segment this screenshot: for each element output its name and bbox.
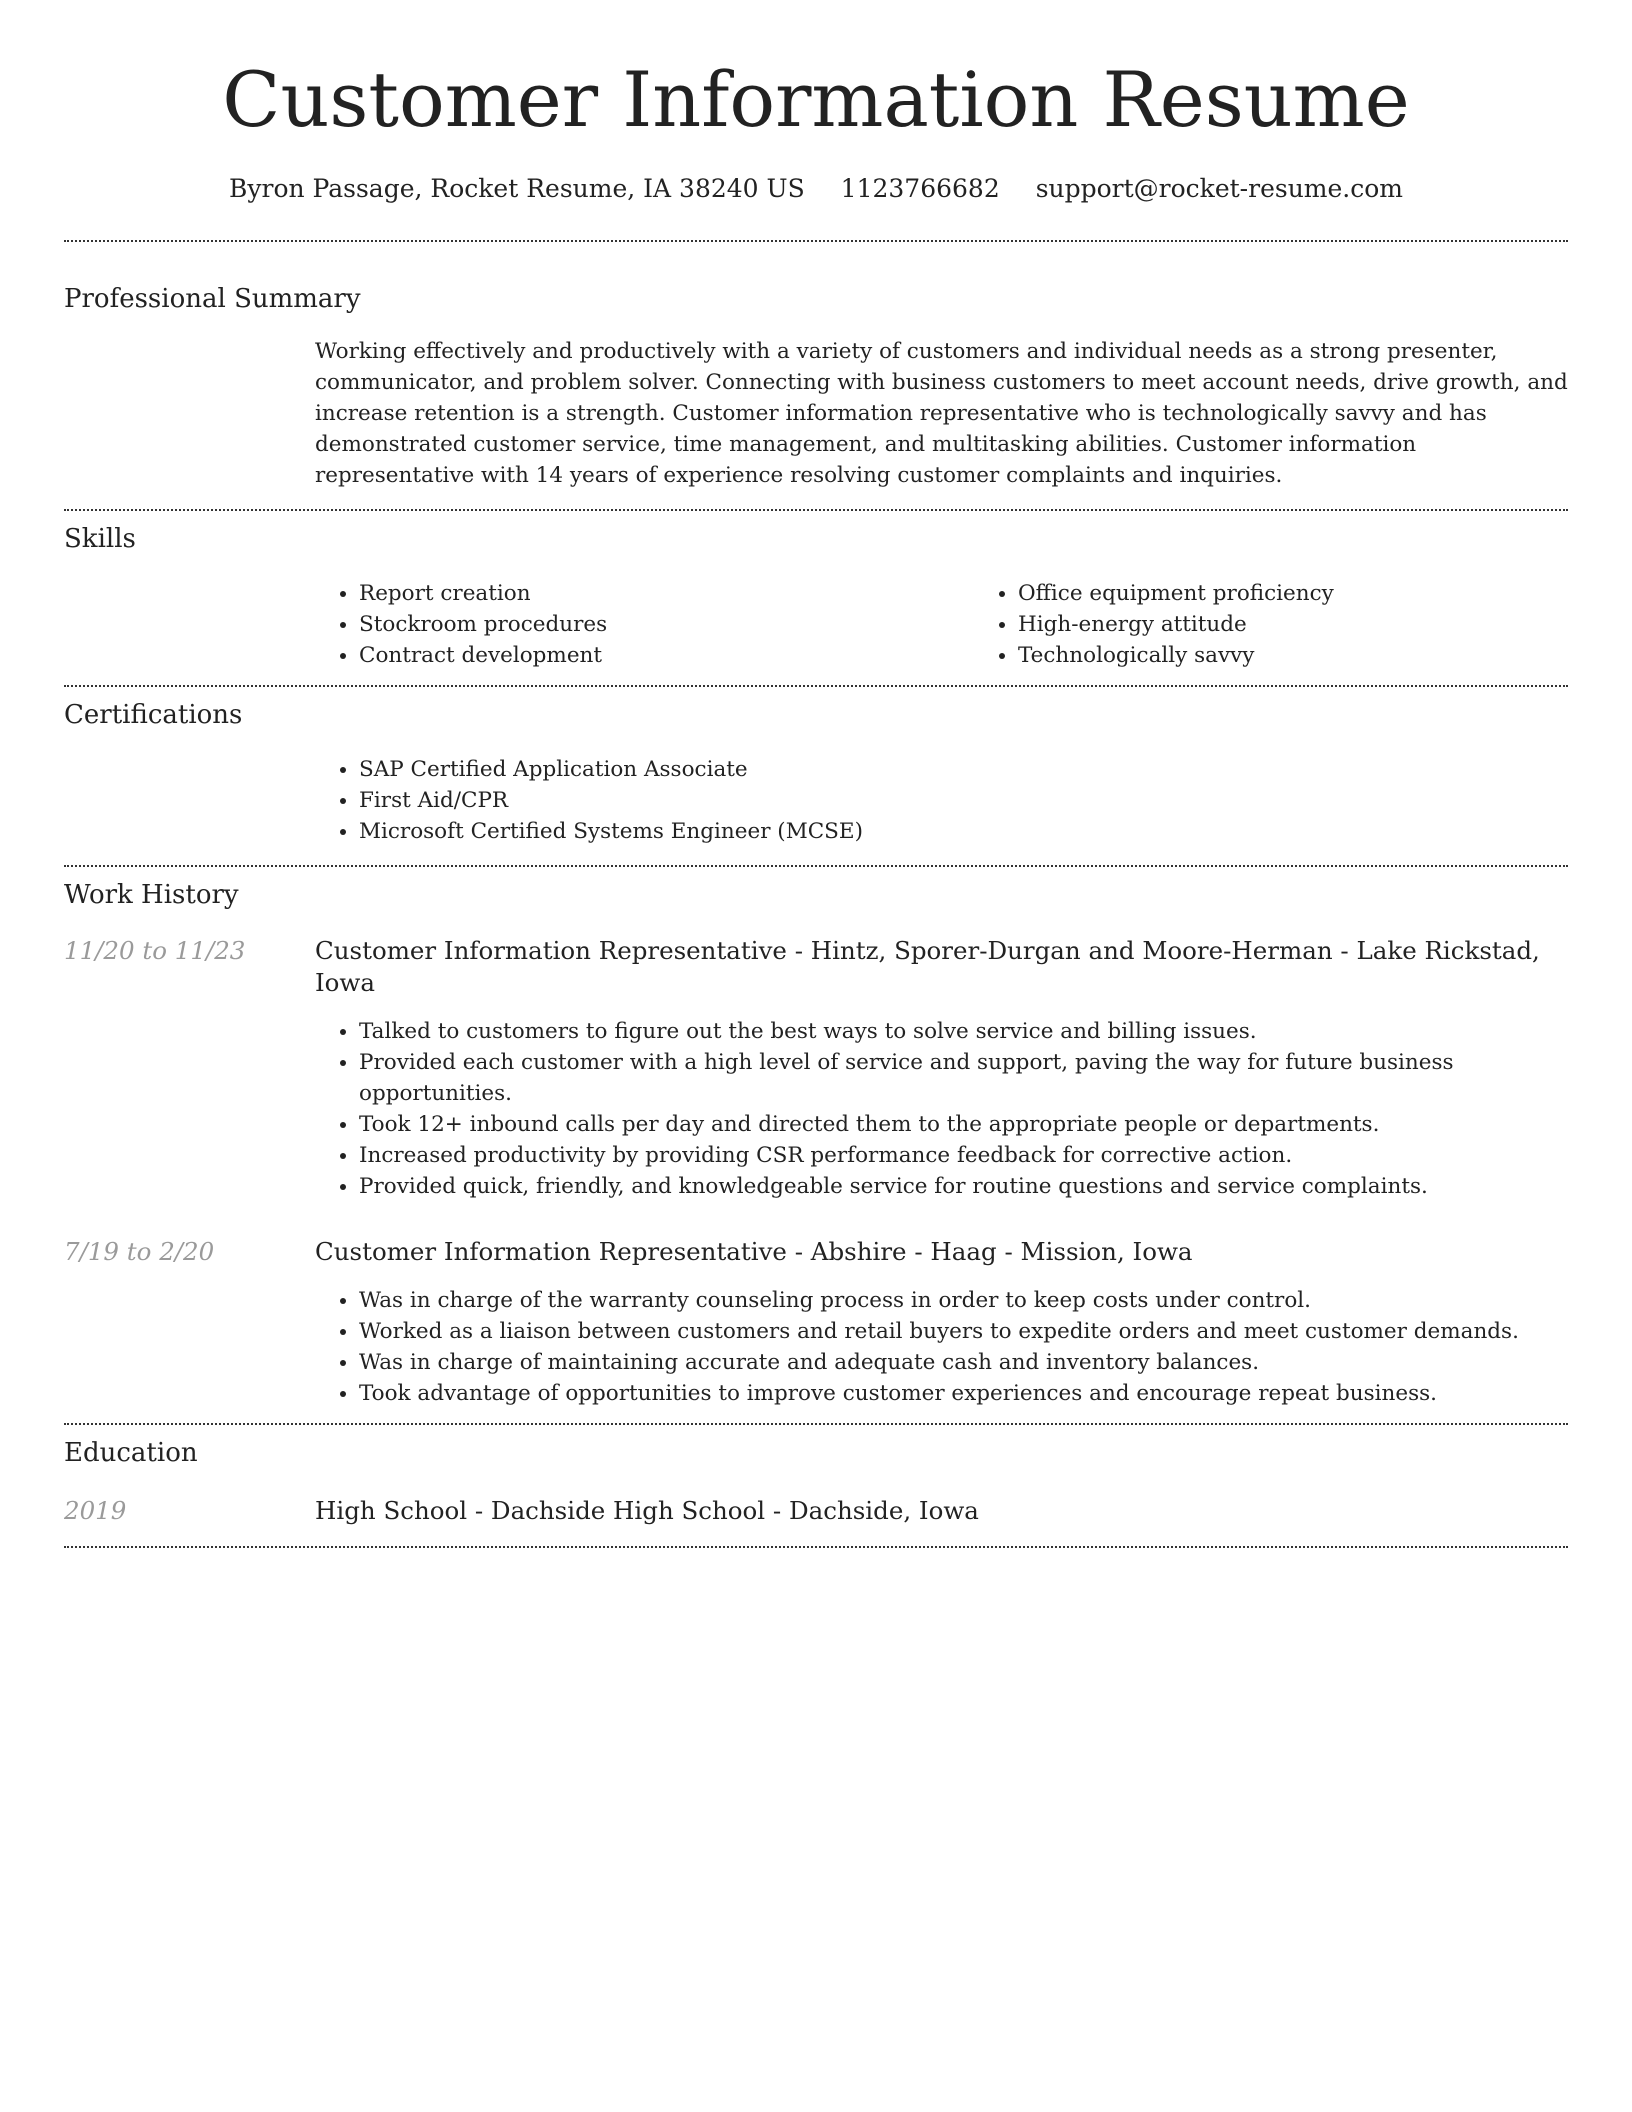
job-header <box>64 1236 1568 1268</box>
skills-column-right <box>974 578 1334 671</box>
education-entry <box>64 1495 1568 1527</box>
divider <box>64 685 1568 687</box>
job-bullet: • Took 12+ inbound calls per day and directed them to the appropriate people or departments. <box>359 1109 1568 1140</box>
summary-section <box>64 283 1568 491</box>
skill-item: • Contract development <box>359 640 974 671</box>
education-date: 2019 <box>64 1496 127 1525</box>
summary-content <box>315 336 1568 491</box>
summary-text: Working effectively and productively with a variety of customers and individual needs as a strong presenter, communicator, and problem solver. Connecting with business customers to meet account needs, drive growth, and increase retention is a strength. Customer information representative who is technologically savvy and has demonstrated customer service, time management, and multitasking abilities. Customer information representative with 14 years of experience resolving customer complaints and inquiries. <box>315 339 1568 488</box>
divider <box>64 865 1568 867</box>
skill-item: • Office equipment proficiency <box>1018 578 1334 609</box>
skill-item: • Technologically savvy <box>1018 640 1334 671</box>
divider <box>64 1546 1568 1548</box>
job-title: Customer Information Representative - Abshire - Haag - Mission, Iowa <box>315 1237 1193 1266</box>
job-bullet: • Talked to customers to figure out the best ways to solve service and billing issues. <box>359 1016 1568 1047</box>
job-entry <box>64 1236 1568 1409</box>
skill-item: • Report creation <box>359 578 974 609</box>
skills-heading: Skills <box>64 524 136 554</box>
education-section <box>64 1437 1568 1527</box>
job-bullet: • Took advantage of opportunities to improve customer experiences and encourage repeat business. <box>359 1378 1568 1409</box>
job-bullets <box>315 1016 1568 1202</box>
job-date: 7/19 to 2/20 <box>64 1237 215 1266</box>
job-bullets <box>315 1285 1568 1409</box>
work-history-heading: Work History <box>64 880 239 910</box>
job-bullet: • Was in charge of maintaining accurate and adequate cash and inventory balances. <box>359 1347 1568 1378</box>
certifications-list <box>315 754 1568 847</box>
resume-title: Customer Information Resume <box>222 55 1410 144</box>
job-bullet: • Provided quick, friendly, and knowledgeable service for routine questions and service complaints. <box>359 1171 1568 1202</box>
contact-line <box>64 174 1568 204</box>
job-bullet: • Provided each customer with a high level of service and support, paving the way for future business opportunities. <box>359 1047 1568 1109</box>
certification-item: • SAP Certified Application Associate <box>359 754 1568 785</box>
job-entry <box>64 935 1568 1202</box>
skills-list <box>315 578 1568 671</box>
certifications-section <box>64 699 1568 847</box>
contact-phone: 1123766682 <box>840 174 1000 203</box>
contact-address: Byron Passage, Rocket Resume, IA 38240 US <box>229 174 805 203</box>
divider <box>64 509 1568 511</box>
job-bullet: • Worked as a liaison between customers and retail buyers to expedite orders and meet customer demands. <box>359 1316 1568 1347</box>
skill-item: • Stockroom procedures <box>359 609 974 640</box>
work-history-section <box>64 879 1568 1409</box>
skills-section <box>64 523 1568 671</box>
job-title: Customer Information Representative - Hintz, Sporer-Durgan and Moore-Herman - Lake Rickstad, Iowa <box>315 936 1540 997</box>
job-date: 11/20 to 11/23 <box>64 936 246 965</box>
skills-column-left <box>315 578 974 671</box>
certification-item: • Microsoft Certified Systems Engineer (MCSE) <box>359 816 1568 847</box>
certification-item: • First Aid/CPR <box>359 785 1568 816</box>
contact-email: support@rocket-resume.com <box>1035 174 1403 203</box>
education-heading: Education <box>64 1438 198 1468</box>
divider <box>64 240 1568 242</box>
job-bullet: • Was in charge of the warranty counseling process in order to keep costs under control. <box>359 1285 1568 1316</box>
education-title: High School - Dachside High School - Dachside, Iowa <box>315 1496 979 1525</box>
certifications-heading: Certifications <box>64 700 243 730</box>
job-bullet: • Increased productivity by providing CSR performance feedback for corrective action. <box>359 1140 1568 1171</box>
job-header <box>64 935 1568 999</box>
divider <box>64 1423 1568 1425</box>
summary-heading: Professional Summary <box>64 284 361 314</box>
skill-item: • High-energy attitude <box>1018 609 1334 640</box>
